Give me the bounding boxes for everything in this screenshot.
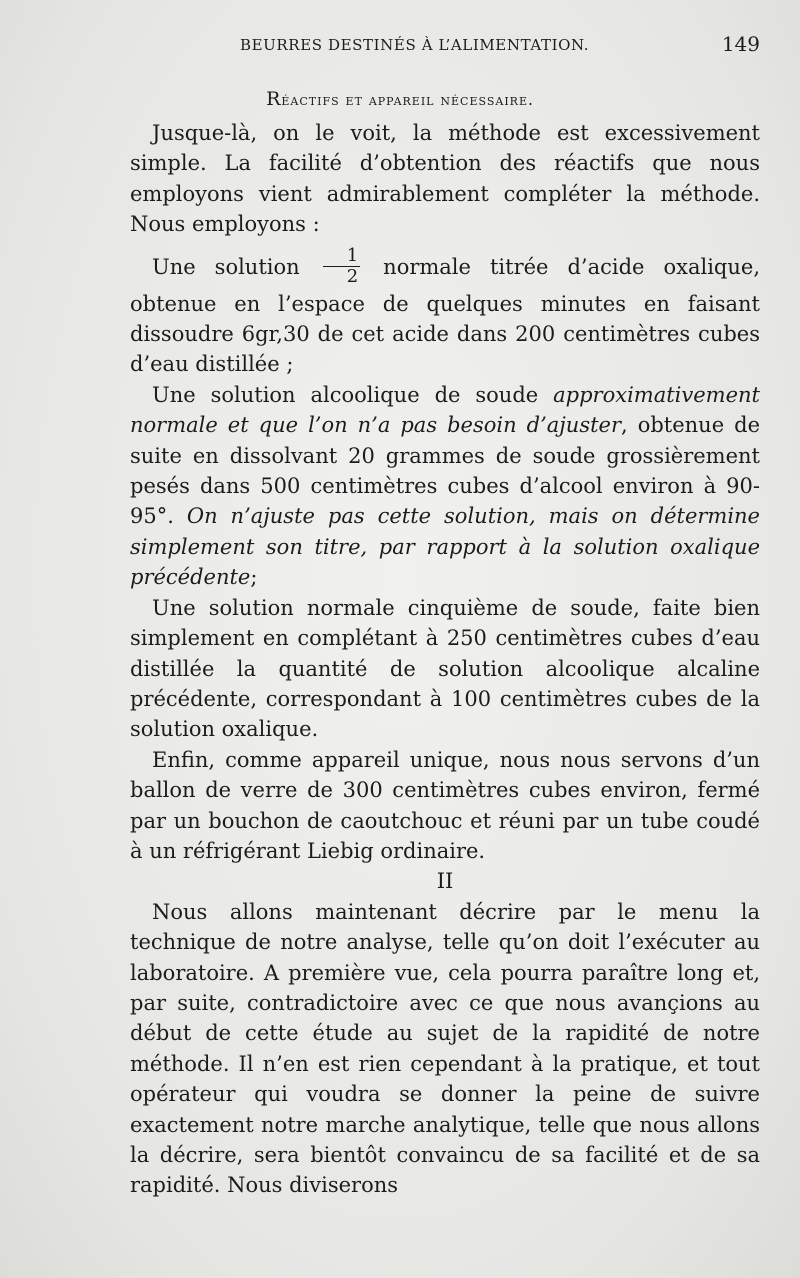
paragraph-3-start: Une solution alcoolique de soude: [152, 382, 539, 407]
section-title-rest: éactifs et appareil nécessaire.: [281, 91, 534, 109]
paragraph-3-end: ;: [250, 565, 258, 590]
paragraph-2: [130, 244, 760, 380]
paragraph-1: Jusque-là, on le voit, la méthode est excessivement simple. La facilité d’obtention des réactifs que nous employons vient admirablement compléter la méthode. Nous employons :: [130, 121, 760, 237]
fraction-denominator: 2: [346, 265, 359, 287]
paragraph-4: Une solution normale cinquième de soude, faite bien simplement en complétant à 250 centimètres cubes d’eau distillée la quantité de solution alcoolique alcaline précédente, correspondant à 100 centimètres cubes de la solution oxalique.: [130, 595, 760, 742]
fraction-one-half: [323, 246, 360, 287]
paragraph-2-rest: normale titrée d’acide oxalique, obtenue en l’espace de quelques minutes en faisant dissoudre 6gr,30 de cet acide dans 200 centimètres cubes d’eau distillée ;: [130, 254, 760, 377]
fraction-numerator: 1: [323, 246, 360, 267]
section-number-roman: II: [436, 869, 454, 894]
paragraph-3-middle: , obtenue de suite en dissolvant 20 grammes de soude grossièrement pesés dans 500 centimètres cubes d’alcool environ à 90-95°.: [130, 413, 761, 529]
running-head: BEURRES DESTINÉS À L’ALIMENTATION.: [240, 36, 590, 54]
page-number: 149: [721, 32, 760, 56]
paragraph-5: Enfin, comme appareil unique, nous nous servons d’un ballon de verre de 300 centimètres cubes environ, fermé par un bouchon de caoutchouc et réuni par un tube coudé à un réfrigérant Liebig ordinaire.: [130, 747, 760, 863]
section-title-initial: R: [266, 88, 282, 110]
paragraph-3: [130, 380, 760, 593]
paragraph-3-italic-2: On n’ajuste pas cette solution, mais on détermine simplement son titre, par rapport à la solution oxalique précédente: [130, 504, 760, 590]
paragraph-3-italic-1: approximativement normale et que l’on n’a pas besoin d’ajuster: [130, 382, 760, 438]
page-header: [130, 32, 760, 62]
paragraph-2-start: Une solution: [152, 254, 300, 279]
body-text: [130, 118, 760, 1201]
paragraph-6: Nous allons maintenant décrire par le menu la technique de notre analyse, telle qu’on doit l’exécuter au laboratoire. A première vue, cela pourra paraître long et, par suite, contradictoire avec ce que nous avançions au début de cette étude au sujet de la rapidité de notre méthode. Il n’en est rien cependant à la pratique, et tout opérateur qui voudra se donner la peine de suivre exactement notre marche analytique, telle que nous allons la décrire, sera bientôt convaincu de sa facilité et de sa rapidité. Nous diviserons: [130, 899, 760, 1198]
section-title: [0, 88, 800, 110]
